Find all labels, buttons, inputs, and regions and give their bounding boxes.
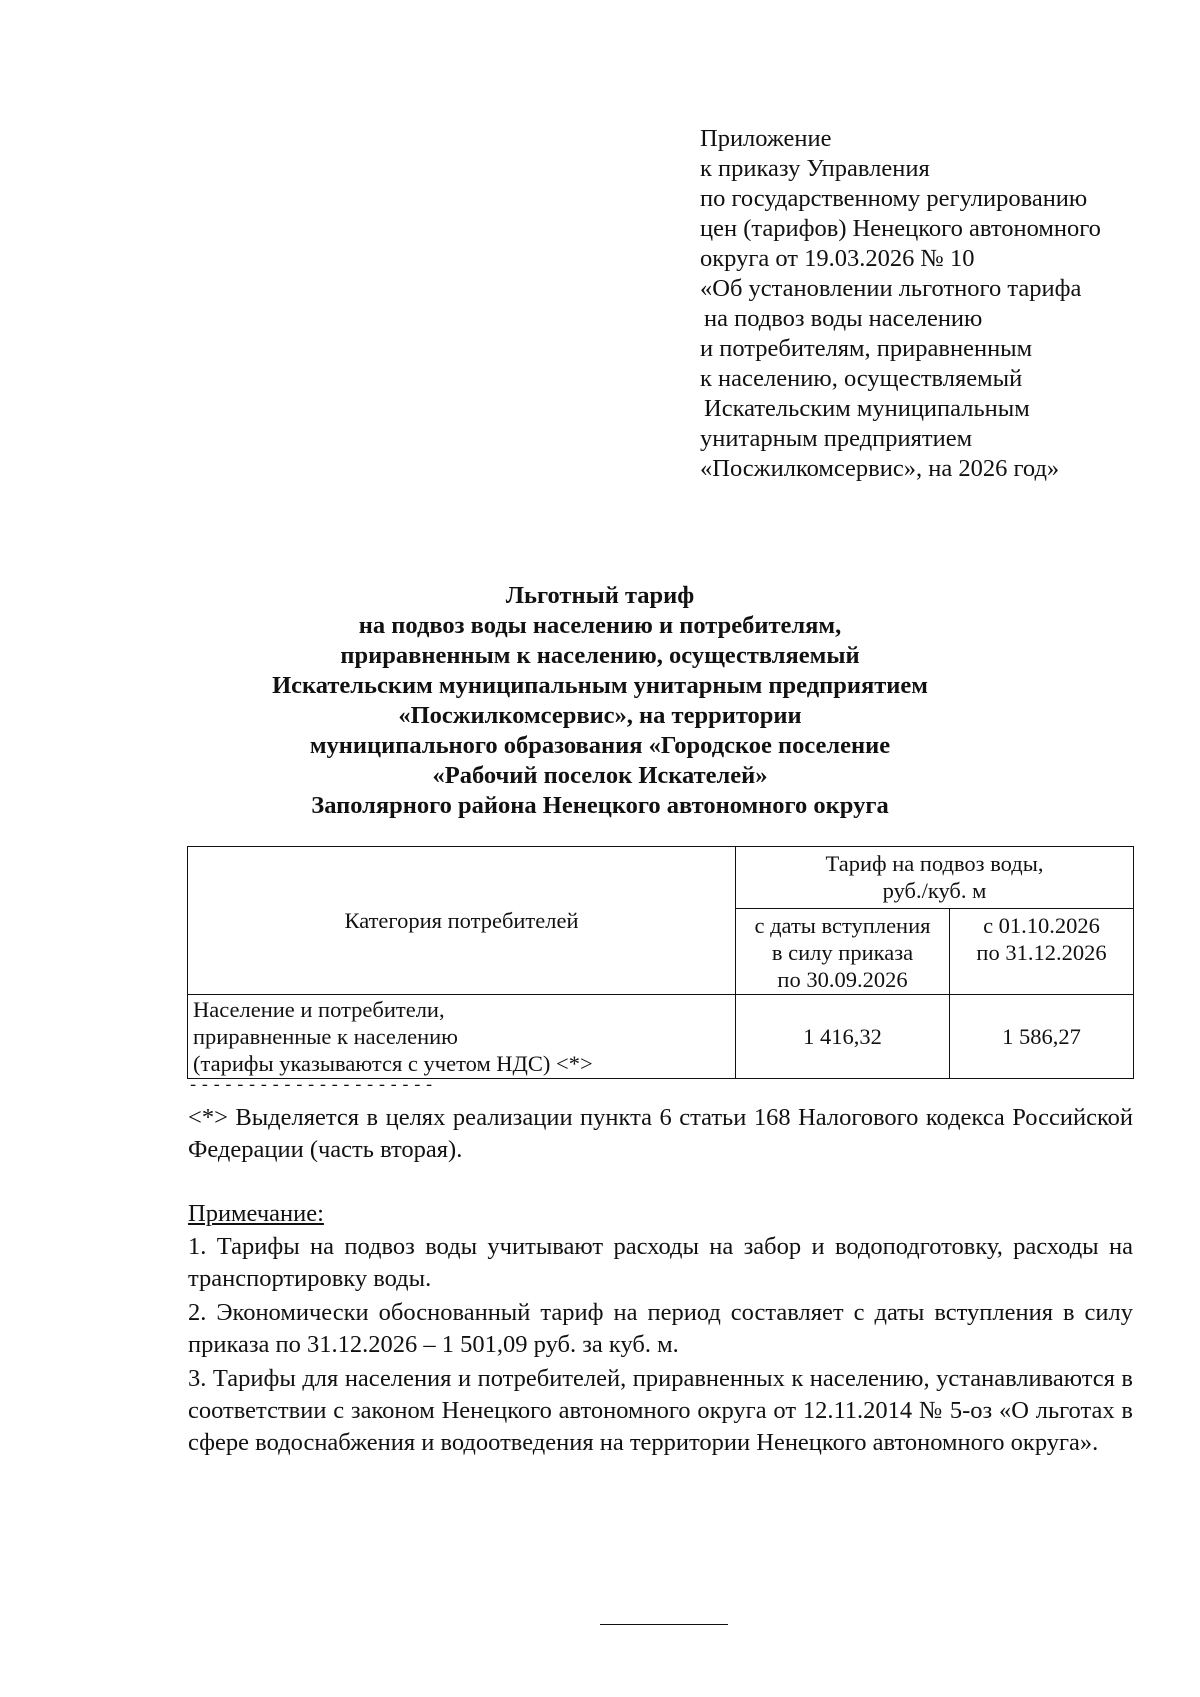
appendix-line: цен (тарифов) Ненецкого автономного	[700, 215, 1101, 242]
period-header-1	[736, 909, 950, 995]
tariff-table	[187, 846, 1134, 1079]
appendix-line: Приложение	[700, 125, 832, 152]
title-line: Заполярного района Ненецкого автономного округа	[311, 792, 889, 819]
appendix-line: и потребителям, приравненным	[700, 335, 1033, 362]
appendix-line: унитарным предприятием	[700, 425, 973, 452]
appendix-line: к приказу Управления	[700, 155, 930, 182]
tariff-header	[736, 847, 1134, 909]
title-line: Льготный тариф	[505, 582, 695, 609]
category-cell	[188, 994, 736, 1078]
period-header-2	[950, 909, 1134, 995]
title-line: «Рабочий поселок Искателей»	[432, 762, 768, 789]
note-item-1: 1. Тарифы на подвоз воды учитывают расходы на забор и водоподготовку, расходы на транспортировку воды.	[188, 1233, 1133, 1292]
tariff-header-line: Тариф на подвоз воды,	[825, 851, 1044, 876]
category-line: (тарифы указываются с учетом НДС) <*>	[193, 1051, 593, 1077]
period-line: в силу приказа	[771, 940, 914, 966]
note-item-2: 2. Экономически обоснованный тариф на период составляет с даты вступления в силу приказа по 31.12.2026 – 1 501,09 руб. за куб. м.	[188, 1299, 1133, 1358]
title-line: приравненным к населению, осуществляемый	[340, 642, 860, 669]
table-header-row	[188, 847, 1134, 909]
appendix-line: по государственному регулированию	[700, 185, 1088, 212]
footnote-separator: ---------------------	[188, 1077, 436, 1096]
end-of-document-line	[600, 1624, 728, 1625]
appendix-line: «Об установлении льготного тарифа	[700, 275, 1082, 302]
table-row	[188, 994, 1134, 1078]
category-line: приравненные к населению	[193, 1023, 458, 1049]
title-line: Искательским муниципальным унитарным предприятием	[272, 672, 928, 699]
period-line: с даты вступления	[754, 913, 931, 938]
tariff-header-line: руб./куб. м	[882, 878, 987, 904]
category-line: Население и потребители,	[193, 996, 445, 1022]
tariff-value-period-1: 1 416,32	[736, 994, 950, 1078]
appendix-line: Искательским муниципальным	[704, 395, 1030, 422]
appendix-line: на подвоз воды населению	[704, 305, 983, 332]
notes-title: Примечание:	[188, 1200, 324, 1227]
title-line: муниципального образования «Городское поселение	[309, 732, 891, 759]
period-line: по 31.12.2026	[976, 940, 1107, 966]
note-item-3: 3. Тарифы для населения и потребителей, приравненных к населению, устанавливаются в соответствии с законом Ненецкого автономного округа от 12.11.2014 № 5-оз «О льготах в сфере водоснабжения и водоотведения на территории Ненецкого автономного округа».	[188, 1365, 1133, 1456]
category-header: Категория потребителей	[188, 847, 736, 995]
period-line: с 01.10.2026	[983, 913, 1100, 938]
title-line: на подвоз воды населению и потребителям,	[358, 612, 842, 639]
appendix-line: к населению, осуществляемый	[700, 365, 1023, 392]
appendix-line: округа от 19.03.2026 № 10	[700, 245, 975, 272]
period-line: по 30.09.2026	[777, 967, 908, 993]
title-line: «Посжилкомсервис», на территории	[398, 702, 802, 729]
footnote-text: <*> Выделяется в целях реализации пункта 6 статьи 168 Налогового кодекса Российской Федерации (часть вторая).	[188, 1104, 1133, 1163]
tariff-value-period-2: 1 586,27	[950, 994, 1134, 1078]
appendix-line: «Посжилкомсервис», на 2026 год»	[700, 455, 1060, 482]
